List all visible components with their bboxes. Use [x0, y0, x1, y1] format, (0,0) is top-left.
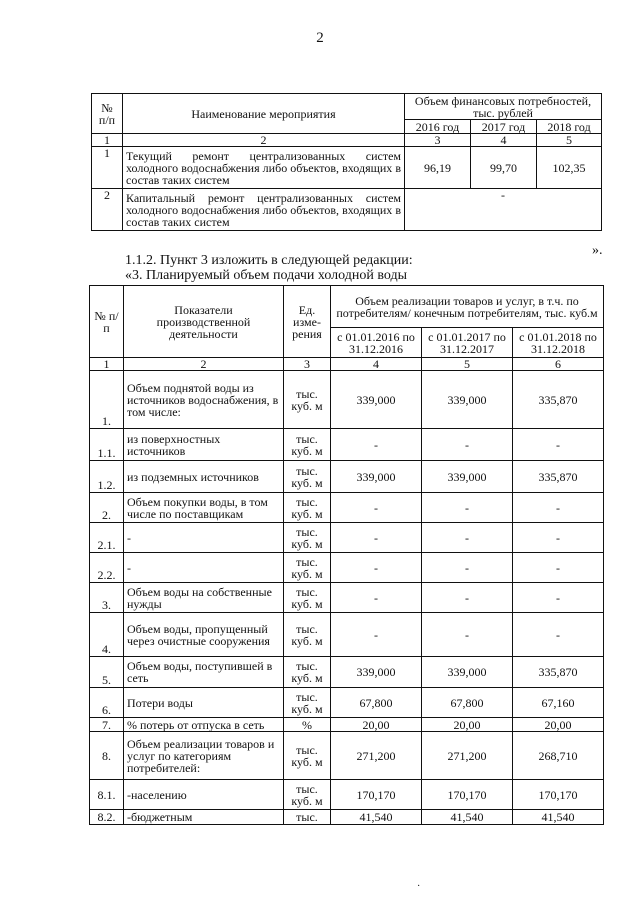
quote-end: ». [592, 243, 603, 258]
col-header-unit: Ед. изме-рения [284, 286, 331, 358]
row-unit: тыс. куб. м [284, 732, 331, 780]
row-unit: тыс. куб. м [284, 688, 331, 718]
row-value: 339,000 [422, 657, 513, 688]
row-name: - [124, 523, 284, 553]
row-unit: тыс. куб. м [284, 613, 331, 657]
row-merged-value: - [405, 189, 602, 231]
col-number: 6 [513, 358, 604, 371]
row-unit: тыс. куб. м [284, 371, 331, 429]
row-value: 41,540 [331, 810, 422, 825]
row-unit: тыс. [284, 810, 331, 825]
row-value: 170,170 [422, 780, 513, 810]
row-value: - [422, 613, 513, 657]
table-col-numbers-row [92, 134, 602, 147]
row-value: - [422, 493, 513, 523]
water-supply-table [89, 285, 604, 825]
row-value: 102,35 [537, 147, 602, 189]
row-value: 271,200 [422, 732, 513, 780]
row-unit: тыс. куб. м [284, 657, 331, 688]
row-name: - [124, 553, 284, 583]
row-unit: тыс. куб. м [284, 553, 331, 583]
row-num: 2 [92, 189, 123, 231]
page-number: 2 [316, 30, 324, 46]
row-num: 4. [90, 613, 124, 657]
row-value: - [422, 553, 513, 583]
row-value: - [331, 429, 422, 461]
row-num: 8. [90, 732, 124, 780]
row-value: 99,70 [471, 147, 537, 189]
row-value: 271,200 [331, 732, 422, 780]
table-row [90, 429, 604, 461]
col-header-year: 2016 год [405, 120, 471, 134]
col-header-num: № п/п [92, 94, 123, 134]
row-num: 3. [90, 583, 124, 613]
col-header-period: с 01.01.2016 по 31.12.2016 [331, 328, 422, 358]
row-name: Объем воды, пропущенный через очистные сооружения [124, 613, 284, 657]
row-value: 339,000 [331, 461, 422, 493]
row-unit: тыс. куб. м [284, 583, 331, 613]
row-value: 170,170 [331, 780, 422, 810]
table-row [90, 732, 604, 780]
table-row [90, 718, 604, 732]
table-row [92, 189, 602, 231]
table-col-numbers-row [90, 358, 604, 371]
row-value: - [331, 613, 422, 657]
row-value: 268,710 [513, 732, 604, 780]
row-value: - [331, 553, 422, 583]
row-value: 335,870 [513, 461, 604, 493]
row-value: - [331, 583, 422, 613]
row-value: 339,000 [422, 461, 513, 493]
row-value: - [513, 493, 604, 523]
row-num: 2.1. [90, 523, 124, 553]
table-row [90, 493, 604, 523]
row-num: 6. [90, 688, 124, 718]
row-name: Объем воды на собственные нужды [124, 583, 284, 613]
row-value: - [422, 523, 513, 553]
col-number: 4 [331, 358, 422, 371]
col-header-indicator: Показатели производственной деятельности [124, 286, 284, 358]
col-number: 3 [284, 358, 331, 371]
row-name: Объем реализации товаров и услуг по категориям потребителей: [124, 732, 284, 780]
row-value: 20,00 [331, 718, 422, 732]
row-name: -населению [124, 780, 284, 810]
col-number: 1 [90, 358, 124, 371]
row-name: -бюджетным [124, 810, 284, 825]
row-value: - [513, 553, 604, 583]
table-row [90, 780, 604, 810]
row-value: - [513, 429, 604, 461]
row-value: 96,19 [405, 147, 471, 189]
row-value: 67,800 [331, 688, 422, 718]
row-num: 8.2. [90, 810, 124, 825]
row-unit: тыс. куб. м [284, 780, 331, 810]
col-header-year: 2018 год [537, 120, 602, 134]
row-value: 41,540 [513, 810, 604, 825]
row-value: - [422, 429, 513, 461]
row-value: - [513, 583, 604, 613]
col-header-finance: Объем финансовых потребностей, тыс. рублей [405, 94, 602, 120]
row-value: 67,160 [513, 688, 604, 718]
row-name: из поверхностных источников [124, 429, 284, 461]
row-num: 7. [90, 718, 124, 732]
col-number: 5 [422, 358, 513, 371]
col-number: 1 [92, 134, 123, 147]
row-name: Объем воды, поступившей в сеть [124, 657, 284, 688]
row-value: - [331, 523, 422, 553]
row-num: 1.2. [90, 461, 124, 493]
table-row [90, 657, 604, 688]
row-num: 2.2. [90, 553, 124, 583]
row-num: 1. [90, 371, 124, 429]
row-unit: % [284, 718, 331, 732]
row-value: - [513, 613, 604, 657]
row-num: 1.1. [90, 429, 124, 461]
col-header-name: Наименование мероприятия [123, 94, 405, 134]
table-row [90, 810, 604, 825]
row-name: Объем поднятой воды из источников водоснабжения, в том числе: [124, 371, 284, 429]
row-value: 170,170 [513, 780, 604, 810]
row-num: 1 [92, 147, 123, 189]
row-name: из подземных источников [124, 461, 284, 493]
col-number: 2 [123, 134, 405, 147]
col-header-num: № п/п [90, 286, 124, 358]
table-row [90, 523, 604, 553]
row-num: 5. [90, 657, 124, 688]
row-num: 2. [90, 493, 124, 523]
row-value: - [331, 493, 422, 523]
col-header-period: с 01.01.2017 по 31.12.2017 [422, 328, 513, 358]
row-name: Капитальный ремонт централизованных систем холодного водоснабжения либо объектов, входящих в состав таких систем [123, 189, 405, 231]
table-row [92, 147, 602, 189]
row-value: 67,800 [422, 688, 513, 718]
row-value: 335,870 [513, 371, 604, 429]
col-number: 5 [537, 134, 602, 147]
row-value: 41,540 [422, 810, 513, 825]
table-header-row [92, 94, 602, 120]
row-value: 339,000 [331, 657, 422, 688]
scan-speck: · [417, 881, 421, 892]
row-unit: тыс. куб. м [284, 493, 331, 523]
row-value: - [422, 583, 513, 613]
table-header-row [90, 286, 604, 328]
table-row [90, 553, 604, 583]
col-number: 4 [471, 134, 537, 147]
table-row [90, 461, 604, 493]
col-number: 2 [124, 358, 284, 371]
row-value: 339,000 [331, 371, 422, 429]
row-value: 339,000 [422, 371, 513, 429]
row-value: 335,870 [513, 657, 604, 688]
table-row [90, 371, 604, 429]
row-unit: тыс. куб. м [284, 461, 331, 493]
row-value: 20,00 [422, 718, 513, 732]
row-value: 20,00 [513, 718, 604, 732]
table-row [90, 583, 604, 613]
col-header-year: 2017 год [471, 120, 537, 134]
row-name: Потери воды [124, 688, 284, 718]
col-header-period: с 01.01.2018 по 31.12.2018 [513, 328, 604, 358]
amendment-paragraph: 1.1.2. Пункт 3 изложить в следующей редакции: [125, 253, 413, 268]
financial-needs-table [91, 93, 602, 231]
row-name: Объем покупки воды, в том числе по поставщикам [124, 493, 284, 523]
row-name: Текущий ремонт централизованных систем холодного водоснабжения либо объектов, входящих в состав таких систем [123, 147, 405, 189]
row-value: - [513, 523, 604, 553]
row-unit: тыс. куб. м [284, 429, 331, 461]
section-heading: «3. Планируемый объем подачи холодной воды [125, 268, 407, 283]
col-header-volume: Объем реализации товаров и услуг, в т.ч. по потребителям/ конечным потребителям, тыс. куб.м [331, 286, 604, 328]
row-name: % потерь от отпуска в сеть [124, 718, 284, 732]
col-number: 3 [405, 134, 471, 147]
row-num: 8.1. [90, 780, 124, 810]
table-row [90, 613, 604, 657]
row-unit: тыс. куб. м [284, 523, 331, 553]
table-row [90, 688, 604, 718]
